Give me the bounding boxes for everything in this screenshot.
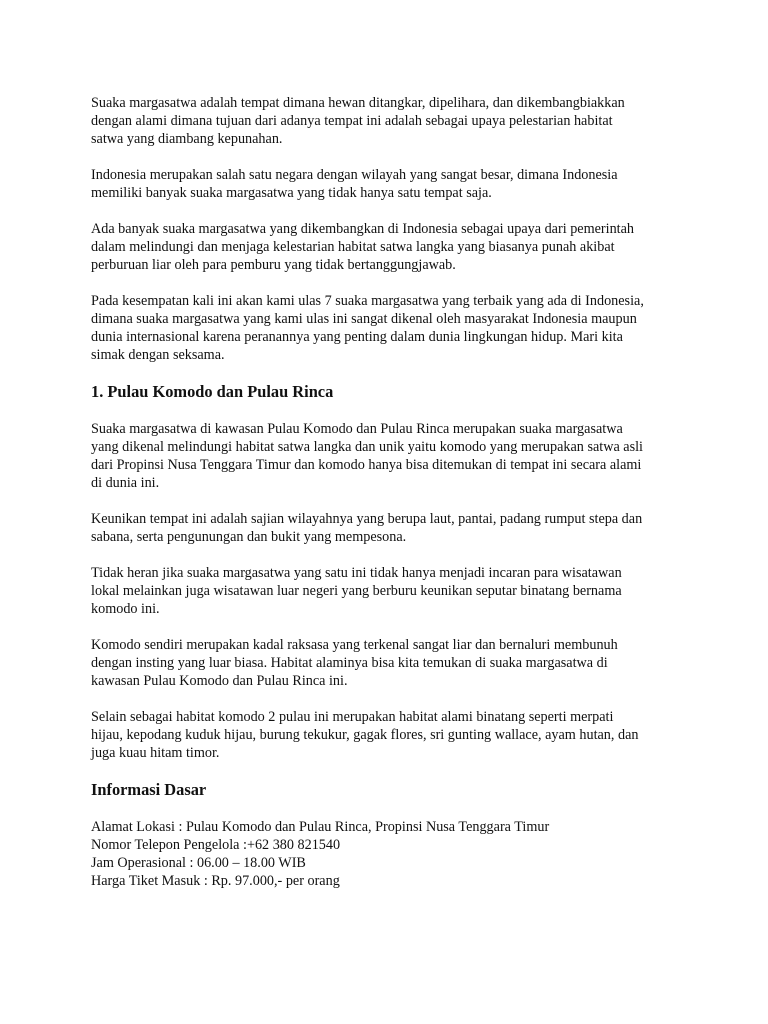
- intro-paragraph: Ada banyak suaka margasatwa yang dikembangkan di Indonesia sebagai upaya dari pemerintah dalam melindungi dan menjaga kelestarian habitat satwa langka yang biasanya punah akibat perburuan liar oleh para pemburu yang tidak bertanggungjawab.: [91, 221, 635, 273]
- intro-paragraph: Pada kesempatan kali ini akan kami ulas 7 suaka margasatwa yang terbaik yang ada di Indonesia, dimana suaka margasatwa yang kami ulas ini sangat dikenal oleh masyarakat Indonesia maupun dunia internasional karena peranannya yang penting dalam dunia lingkungan hidup. Mari kita simak dengan seksama.: [91, 293, 644, 363]
- intro-paragraph: Suaka margasatwa adalah tempat dimana hewan ditangkar, dipelihara, dan dikembangbiakkan dengan alami dimana tujuan dari adanya tempat ini adalah sebagai upaya pelestarian habitat satwa yang diambang kepunahan.: [91, 95, 625, 147]
- section-heading-komodo: 1. Pulau Komodo dan Pulau Rinca: [91, 382, 334, 401]
- info-line-address: Alamat Lokasi : Pulau Komodo dan Pulau Rinca, Propinsi Nusa Tenggara Timur: [91, 819, 550, 835]
- info-line-hours: Jam Operasional : 06.00 – 18.00 WIB: [91, 855, 306, 871]
- info-line-phone: Nomor Telepon Pengelola :+62 380 821540: [91, 837, 341, 853]
- info-heading: Informasi Dasar: [91, 780, 207, 799]
- info-block: [91, 818, 691, 890]
- section-paragraph: Komodo sendiri merupakan kadal raksasa yang terkenal sangat liar dan bernaluri membunuh dengan insting yang luar biasa. Habitat alaminya bisa kita temukan di suaka margasatwa di kawasan Pulau Komodo dan Pulau Rinca ini.: [91, 637, 618, 689]
- section-paragraph: Suaka margasatwa di kawasan Pulau Komodo dan Pulau Rinca merupakan suaka margasatwa yang dikenal melindungi habitat satwa langka dan unik yaitu komodo yang merupakan satwa asli dari Propinsi Nusa Tenggara Timur dan komodo hanya bisa ditemukan di tempat ini secara alami di dunia ini.: [91, 421, 643, 491]
- document-page: [91, 94, 691, 890]
- section-paragraph: Selain sebagai habitat komodo 2 pulau ini merupakan habitat alami binatang seperti merpati hijau, kepodang kuduk hijau, burung tekukur, gagak flores, sri gunting wallace, ayam hutan, dan juga kuau hitam timor.: [91, 709, 639, 761]
- section-paragraph: Tidak heran jika suaka margasatwa yang satu ini tidak hanya menjadi incaran para wisatawan lokal melainkan juga wisatawan luar negeri yang berburu keunikan seputar binatang bernama komodo ini.: [91, 565, 622, 617]
- info-line-price: Harga Tiket Masuk : Rp. 97.000,- per orang: [91, 873, 340, 889]
- section-paragraph: Keunikan tempat ini adalah sajian wilayahnya yang berupa laut, pantai, padang rumput stepa dan sabana, serta pengunungan dan bukit yang mempesona.: [91, 511, 643, 545]
- intro-paragraph: Indonesia merupakan salah satu negara dengan wilayah yang sangat besar, dimana Indonesia memiliki banyak suaka margasatwa yang tidak hanya satu tempat saja.: [91, 167, 618, 201]
